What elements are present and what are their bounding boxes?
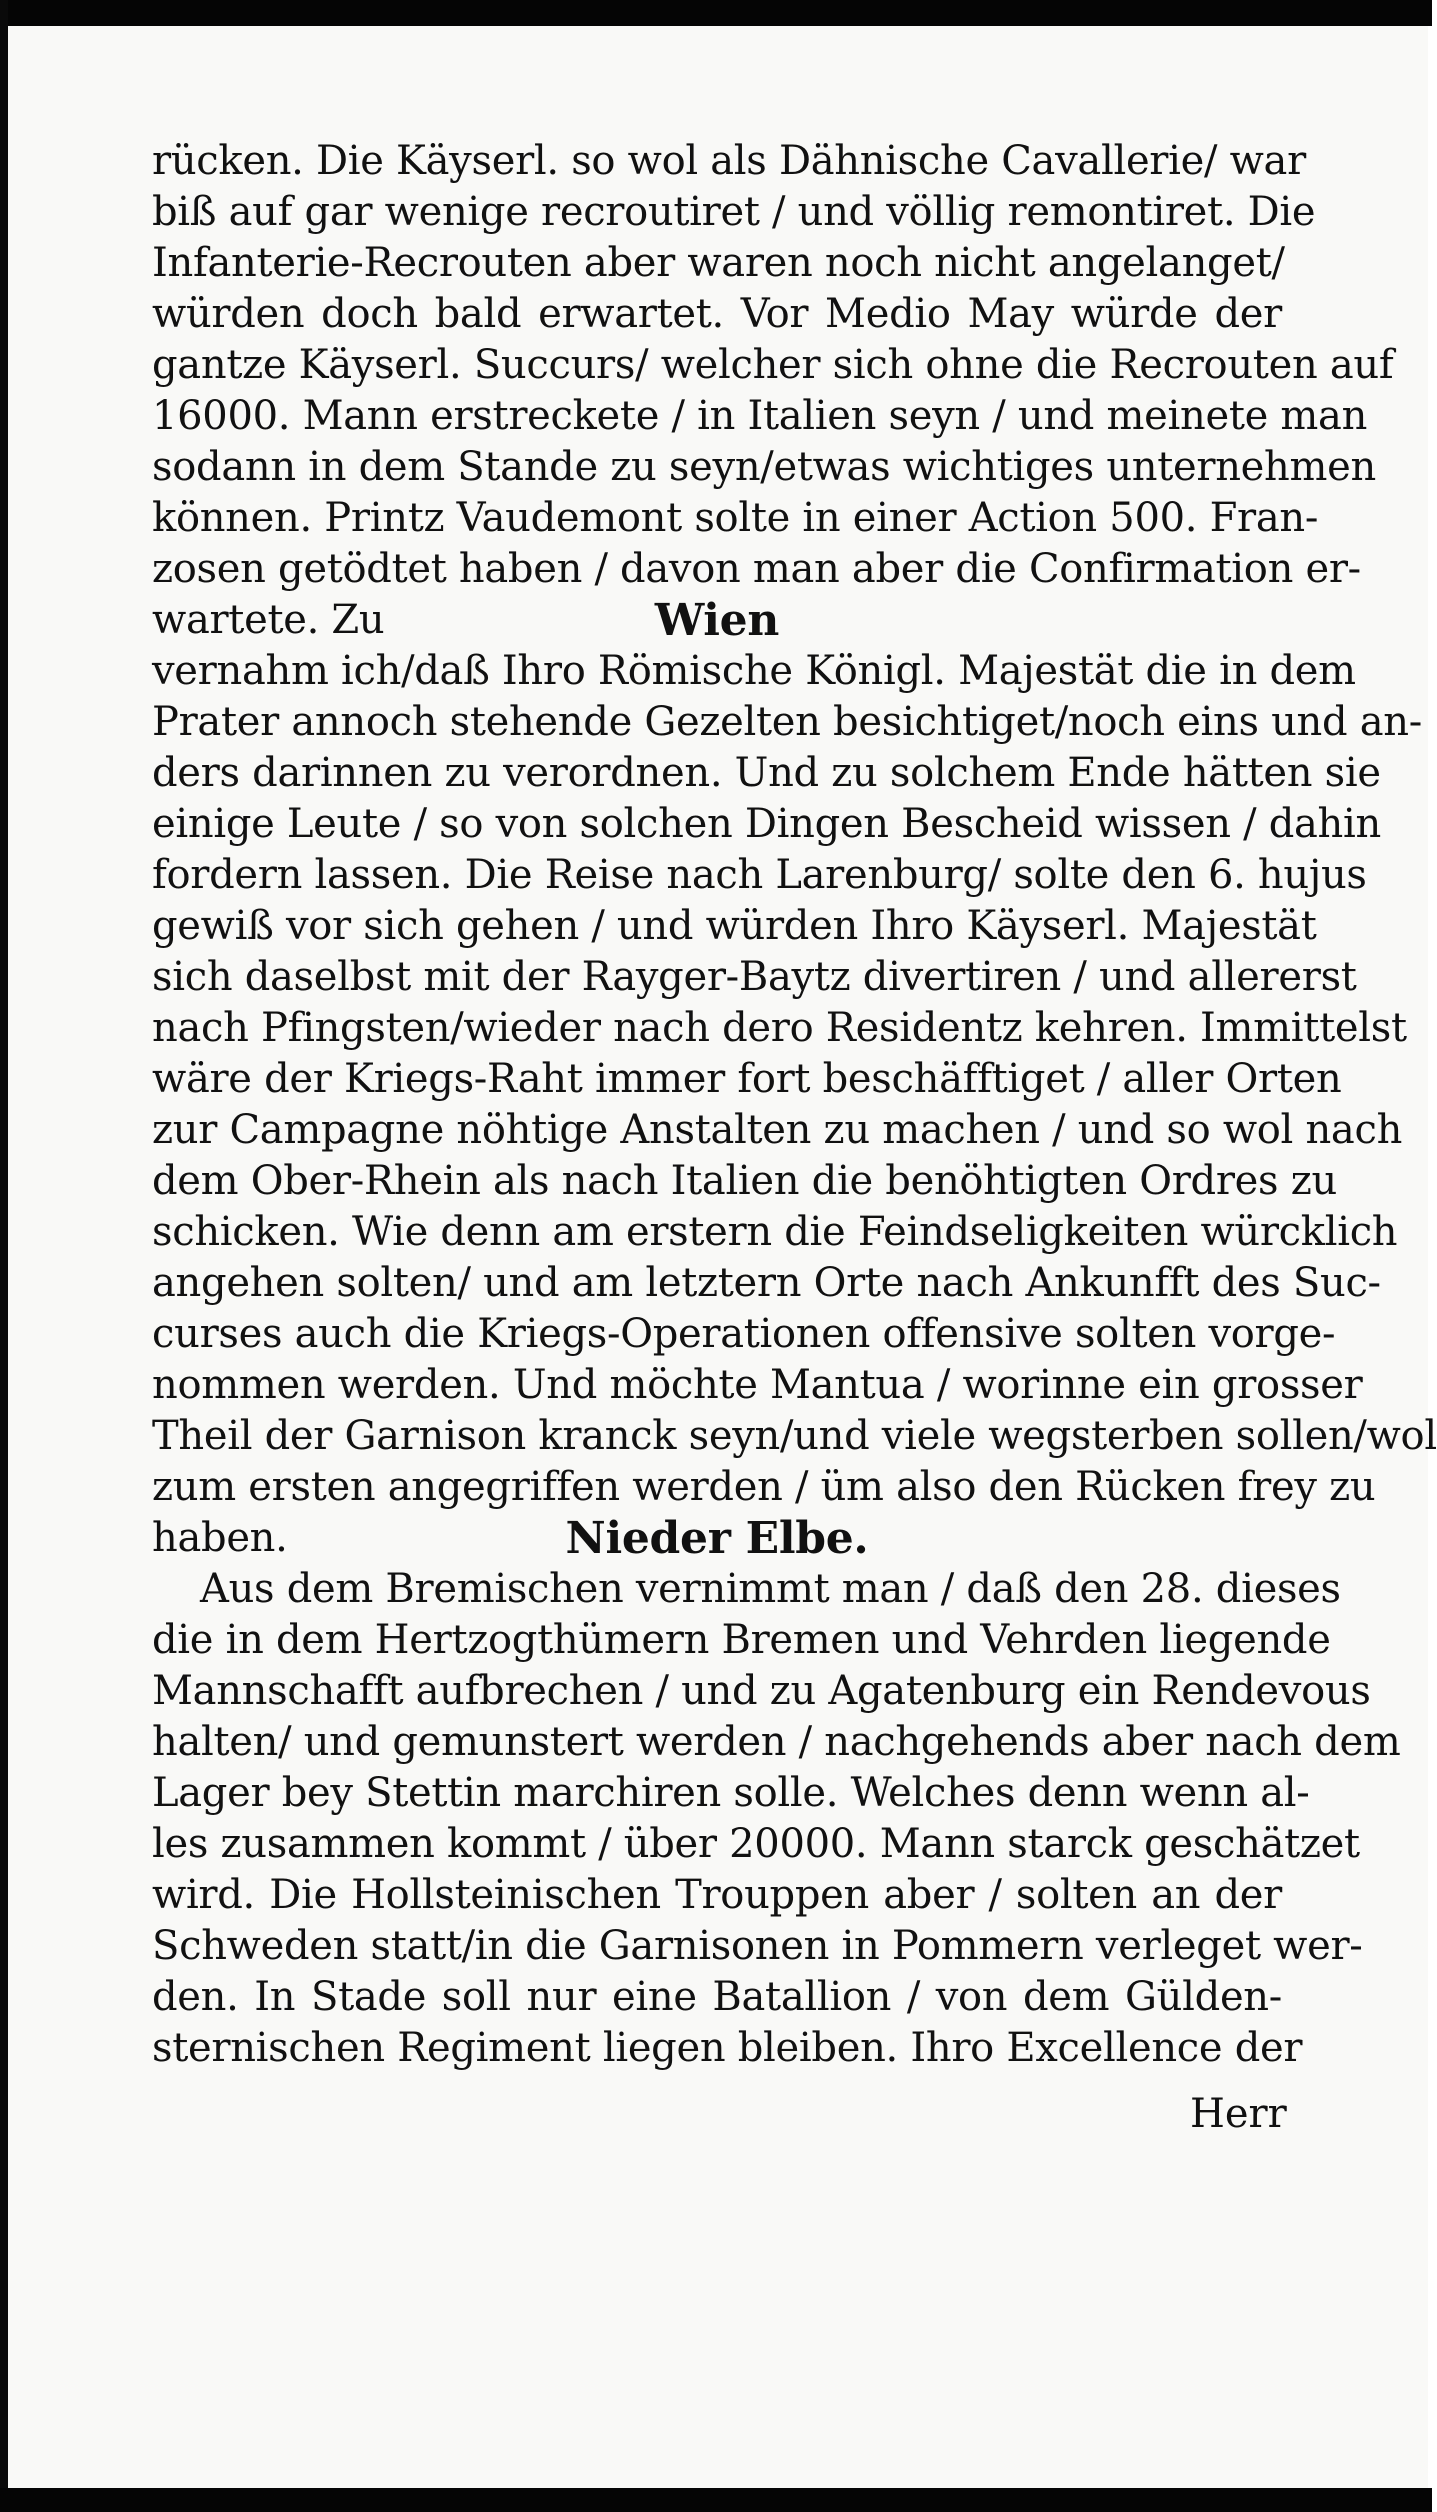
text-line: Schweden statt/in die Garnisonen in Pommern verleget wer- (152, 1923, 1363, 1969)
text-line: wird. Die Hollsteinischen Trouppen aber / solten an der (152, 1872, 1282, 1918)
text-line: Mannschafft aufbrechen / und zu Agatenburg ein Rendevous (152, 1668, 1371, 1714)
section-heading-nieder-elbe: Nieder Elbe. (565, 1513, 869, 1564)
text-line: zosen getödtet haben / davon man aber die Confirmation er- (152, 546, 1361, 592)
text-line: rücken. Die Käyserl. so wol als Dähnische Cavallerie/ war (152, 138, 1306, 184)
text-line: sternischen Regiment liegen bleiben. Ihro Excellence der (152, 2025, 1303, 2071)
text-line: Theil der Garnison kranck seyn/und viele wegsterben sollen/wol (152, 1413, 1437, 1459)
text-line: Aus dem Bremischen vernimmt man / daß den 28. dieses (200, 1566, 1341, 1612)
text-line: gewiß vor sich gehen / und würden Ihro Käyserl. Majestät (152, 903, 1317, 949)
text-line: biß auf gar wenige recroutiret / und völlig remontiret. Die (152, 189, 1316, 235)
text-line: schicken. Wie denn am erstern die Feindseligkeiten würcklich (152, 1209, 1398, 1255)
text-line: fordern lassen. Die Reise nach Larenburg/ solte den 6. hujus (152, 852, 1367, 898)
text-line: ders darinnen zu verordnen. Und zu solchem Ende hätten sie (152, 750, 1381, 796)
text-line: zur Campagne nöhtige Anstalten zu machen / und so wol nach (152, 1107, 1403, 1153)
text-line: 16000. Mann erstreckete / in Italien seyn / und meinete man (152, 393, 1368, 439)
text-line-start: haben. (152, 1515, 288, 1561)
text-line: sich daselbst mit der Rayger-Baytz divertiren / und allererst (152, 954, 1357, 1000)
text-line: Prater annoch stehende Gezelten besichtiget/noch eins und an- (152, 699, 1422, 745)
text-line: einige Leute / so von solchen Dingen Bescheid wissen / dahin (152, 801, 1381, 847)
text-line: les zusammen kommt / über 20000. Mann starck geschätzet (152, 1821, 1360, 1867)
scan-border-top (0, 0, 1432, 26)
text-line-start: wartete. Zu (152, 597, 385, 643)
text-line: den. In Stade soll nur eine Batallion / von dem Gülden- (152, 1974, 1282, 2020)
text-line: können. Printz Vaudemont solte in einer Action 500. Fran- (152, 495, 1319, 541)
catchword: Herr (1190, 2091, 1287, 2137)
text-line: nommen werden. Und möchte Mantua / worinne ein grosser (152, 1362, 1363, 1408)
scan-border-left (0, 0, 8, 2512)
text-line: nach Pfingsten/wieder nach dero Residentz kehren. Immittelst (152, 1005, 1407, 1051)
text-line: curses auch die Kriegs-Operationen offensive solten vorge- (152, 1311, 1336, 1357)
text-line: dem Ober-Rhein als nach Italien die benöhtigten Ordres zu (152, 1158, 1337, 1204)
text-line: vernahm ich/daß Ihro Römische Königl. Majestät die in dem (152, 648, 1356, 694)
section-heading-wien: Wien (654, 595, 780, 646)
scan-border-bottom (0, 2488, 1432, 2512)
text-line: die in dem Hertzogthümern Bremen und Vehrden liegende (152, 1617, 1331, 1663)
text-block (152, 136, 1437, 2074)
text-line: angehen solten/ und am letztern Orte nach Ankunfft des Suc- (152, 1260, 1381, 1306)
heading-line-wien (152, 595, 1282, 646)
text-line: würden doch bald erwartet. Vor Medio May würde der (152, 291, 1282, 337)
text-line: gantze Käyserl. Succurs/ welcher sich ohne die Recrouten auf (152, 342, 1394, 388)
text-line: sodann in dem Stande zu seyn/etwas wichtiges unternehmen (152, 444, 1376, 490)
text-line: Lager bey Stettin marchiren solle. Welches denn wenn al- (152, 1770, 1310, 1816)
heading-line-niederelbe (152, 1513, 1282, 1564)
text-line: halten/ und gemunstert werden / nachgehends aber nach dem (152, 1719, 1401, 1765)
text-line: Infanterie-Recrouten aber waren noch nicht angelanget/ (152, 240, 1285, 286)
text-line: zum ersten angegriffen werden / üm also den Rücken frey zu (152, 1464, 1376, 1510)
text-line: wäre der Kriegs-Raht immer fort beschäfftiget / aller Orten (152, 1056, 1342, 1102)
